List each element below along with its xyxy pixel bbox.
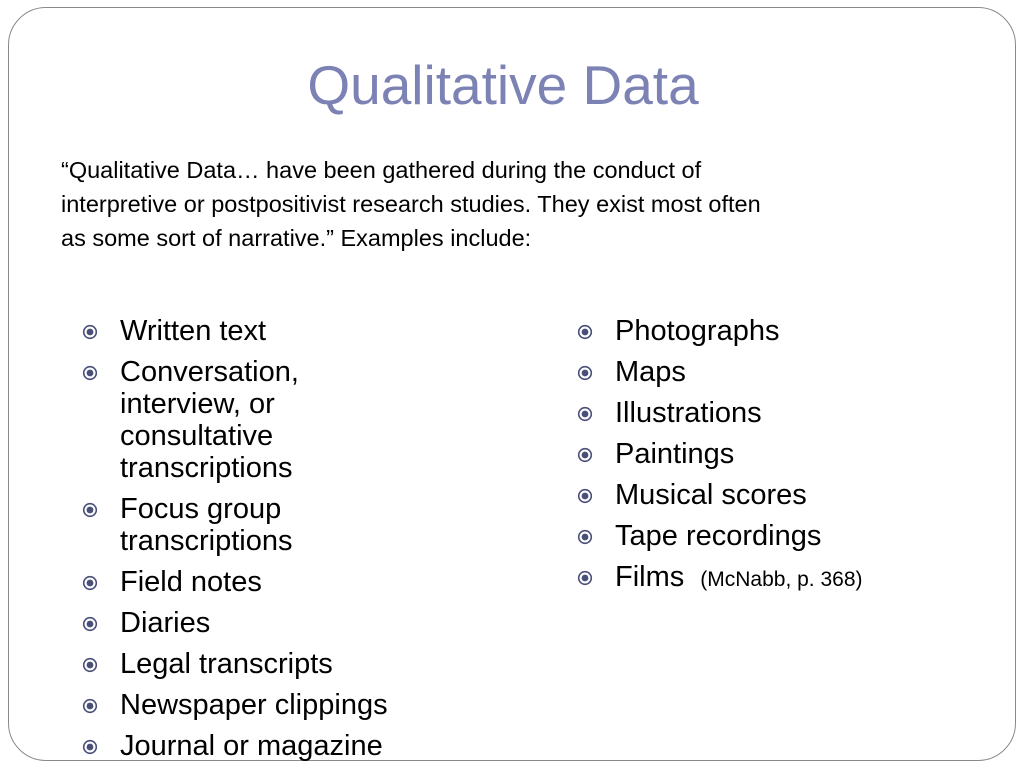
list-item xyxy=(80,315,460,347)
circled-dot-bullet-icon xyxy=(82,324,98,340)
slide-title: Qualitative Data xyxy=(307,54,699,116)
list-item xyxy=(80,493,370,557)
list-item-label: Written text xyxy=(120,315,267,347)
list-item xyxy=(80,648,460,680)
circled-dot-bullet-icon xyxy=(577,406,593,422)
list-item xyxy=(575,356,975,388)
list-item xyxy=(575,561,975,596)
quote-text: “Qualitative Data… have been gathered during the conduct of interpretive or postpositivist research studies. They exist most often as some sort of narrative.” Examples include: xyxy=(61,157,761,251)
circled-dot-bullet-icon xyxy=(577,447,593,463)
list-item xyxy=(575,479,975,511)
list-item xyxy=(575,520,975,552)
list-item xyxy=(80,689,460,721)
list-item-label: Journal or magazine xyxy=(120,730,383,762)
circled-dot-bullet-icon xyxy=(82,365,98,381)
list-item xyxy=(80,356,370,484)
circled-dot-bullet-icon xyxy=(577,365,593,381)
circled-dot-bullet-icon xyxy=(82,502,98,518)
list-item-label: Films xyxy=(615,561,685,593)
left-bullet-list xyxy=(80,315,460,768)
list-item xyxy=(575,315,975,347)
circled-dot-bullet-icon xyxy=(82,698,98,714)
list-item xyxy=(575,397,975,429)
right-bullet-list xyxy=(575,315,975,605)
list-item-label: Field notes xyxy=(120,566,262,598)
circled-dot-bullet-icon xyxy=(577,529,593,545)
circled-dot-bullet-icon xyxy=(82,616,98,632)
list-item-label: Illustrations xyxy=(615,397,762,429)
citation: (McNabb, p. 368) xyxy=(700,568,863,591)
list-item-label: Tape recordings xyxy=(615,520,822,552)
list-item xyxy=(80,730,460,762)
list-item-label: Photographs xyxy=(615,315,780,347)
list-item-label: Musical scores xyxy=(615,479,807,511)
circled-dot-bullet-icon xyxy=(82,739,98,755)
list-item xyxy=(80,566,460,598)
circled-dot-bullet-icon xyxy=(577,570,593,586)
circled-dot-bullet-icon xyxy=(82,575,98,591)
list-item-label: Legal transcripts xyxy=(120,648,333,680)
list-item-label: Paintings xyxy=(615,438,735,470)
list-item-label: Focus group transcriptions xyxy=(120,493,293,557)
circled-dot-bullet-icon xyxy=(577,488,593,504)
list-item-label: Maps xyxy=(615,356,686,388)
circled-dot-bullet-icon xyxy=(577,324,593,340)
list-item xyxy=(80,607,460,639)
list-item-label: Diaries xyxy=(120,607,211,639)
list-item xyxy=(575,438,975,470)
circled-dot-bullet-icon xyxy=(82,657,98,673)
list-item-label: Newspaper clippings xyxy=(120,689,388,721)
list-item-label: Conversation, interview, or consultative transcriptions xyxy=(120,356,299,484)
